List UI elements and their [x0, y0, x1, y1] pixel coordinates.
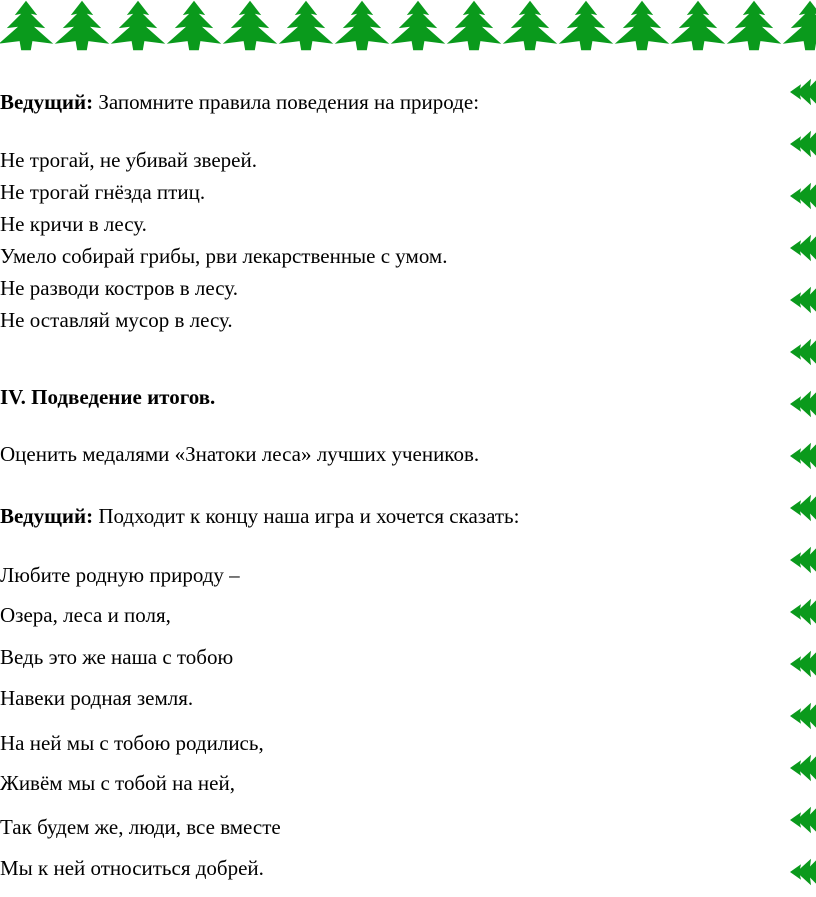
poem-line: Озера, леса и поля,	[0, 603, 171, 627]
fir-tree-icon	[55, 1, 109, 50]
fir-tree-icon	[503, 1, 557, 50]
fir-tree-icon	[790, 645, 816, 682]
fir-tree-icon	[790, 177, 816, 214]
tree-border-top	[0, 0, 816, 60]
section-heading: IV. Подведение итогов.	[0, 385, 216, 409]
fir-tree-icon	[790, 541, 816, 578]
fir-tree-icon	[790, 593, 816, 630]
rule-line: Умело собирай грибы, рви лекарственные с умом.	[0, 244, 448, 268]
fir-tree-icon	[559, 1, 613, 50]
closing-text: Подходит к концу наша игра и хочется сказать:	[93, 504, 520, 528]
poem-line: На ней мы с тобою родились,	[0, 731, 264, 755]
fir-tree-icon	[279, 1, 333, 50]
rule-line: Не разводи костров в лесу.	[0, 276, 238, 300]
fir-tree-icon	[790, 749, 816, 786]
fir-tree-icon	[671, 1, 725, 50]
fir-tree-icon	[391, 1, 445, 50]
intro-speaker: Ведущий:	[0, 90, 94, 114]
fir-tree-icon	[223, 1, 277, 50]
fir-tree-icon	[0, 1, 53, 50]
tree-border-right	[784, 60, 816, 897]
fir-tree-icon	[783, 1, 816, 50]
poem-line: Так будем же, люди, все вместе	[0, 815, 281, 839]
fir-tree-icon	[790, 437, 816, 474]
fir-tree-icon	[790, 333, 816, 370]
fir-tree-icon	[790, 697, 816, 734]
closing-line	[0, 504, 519, 528]
intro-line	[0, 90, 479, 114]
fir-tree-icon	[790, 385, 816, 422]
fir-tree-icon	[111, 1, 165, 50]
fir-tree-icon	[790, 125, 816, 162]
fir-tree-icon	[167, 1, 221, 50]
poem-line: Ведь это же наша с тобою	[0, 645, 234, 669]
fir-tree-icon	[790, 853, 816, 890]
poem-line: Мы к ней относиться добрей.	[0, 856, 264, 880]
rule-line: Не трогай гнёзда птиц.	[0, 180, 206, 204]
closing-speaker: Ведущий:	[0, 504, 94, 528]
fir-tree-icon	[790, 281, 816, 318]
fir-tree-icon	[790, 489, 816, 526]
fir-tree-icon	[790, 229, 816, 266]
fir-tree-icon	[335, 1, 389, 50]
fir-tree-icon	[727, 1, 781, 50]
fir-tree-icon	[790, 73, 816, 110]
intro-text: Запомните правила поведения на природе:	[93, 90, 480, 114]
fir-tree-icon	[615, 1, 669, 50]
fir-tree-icon	[447, 1, 501, 50]
poem-line: Любите родную природу –	[0, 563, 240, 587]
poem-line: Навеки родная земля.	[0, 686, 194, 710]
rule-line: Не кричи в лесу.	[0, 212, 147, 236]
poem-line: Живём мы с тобой на ней,	[0, 771, 235, 795]
fir-tree-icon	[790, 801, 816, 838]
rule-line: Не оставляй мусор в лесу.	[0, 308, 233, 332]
rule-line: Не трогай, не убивай зверей.	[0, 148, 257, 172]
award-line: Оценить медалями «Знатоки леса» лучших учеников.	[0, 442, 480, 466]
